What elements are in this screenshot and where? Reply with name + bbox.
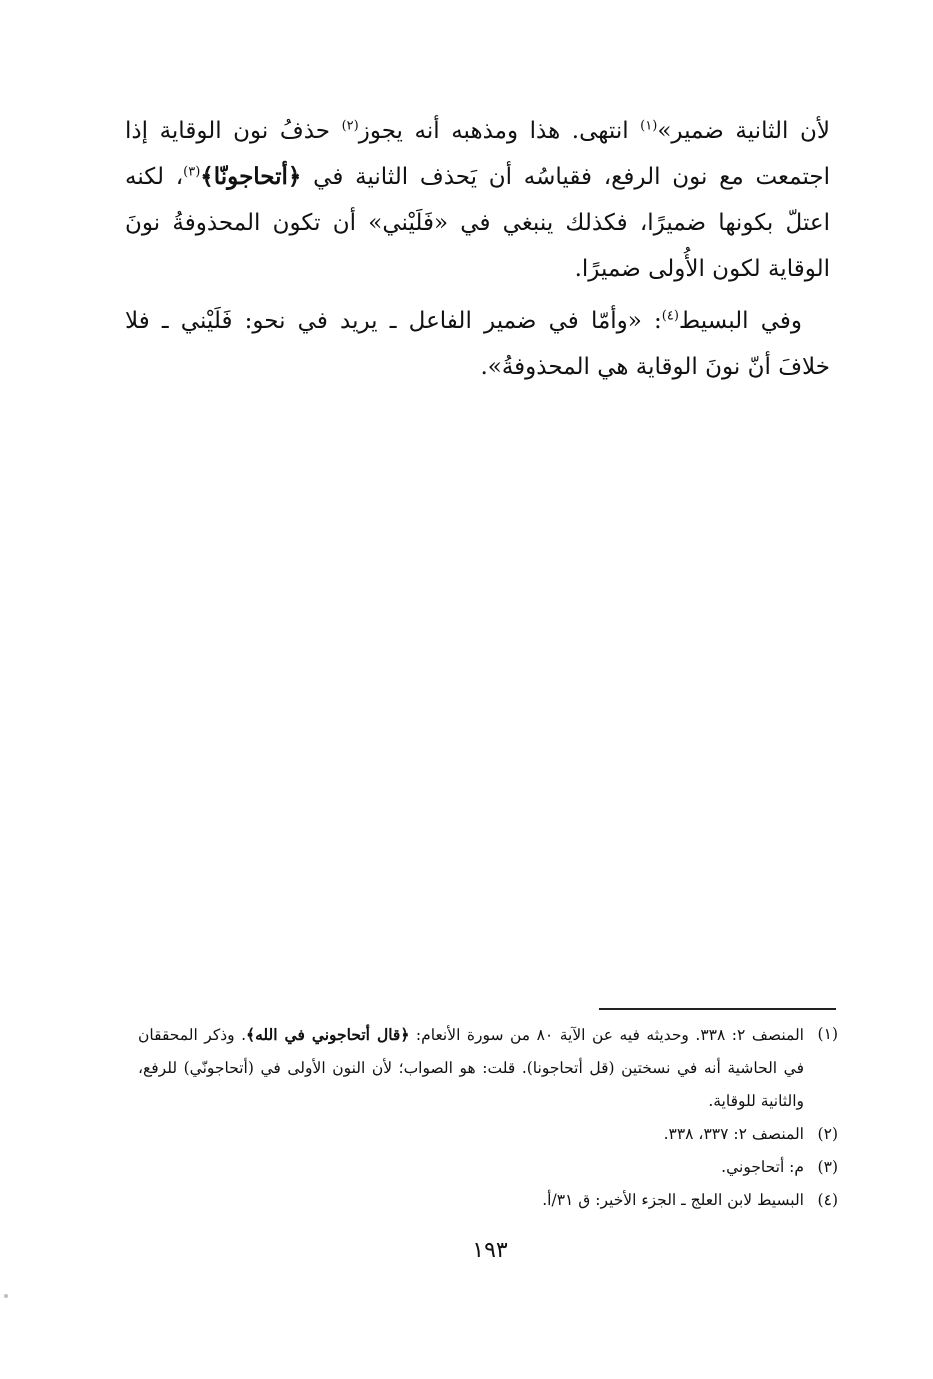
footnote-ref-4: (٤) [661, 308, 679, 324]
paragraph-1-segment-3: حذفُ نون الوقاية إذا اجتمعت مع نون الرفع، فقياسُه أن يَحذف الثانية في [125, 118, 830, 190]
footnote-separator [599, 1008, 836, 1010]
footnote-text [138, 1018, 804, 1118]
paragraph-1-segment-2: انتهى. هذا ومذهبه أنه يجوز [358, 118, 641, 144]
footnote-text: المنصف ٢: ٣٣٧، ٣٣٨. [663, 1125, 804, 1143]
footnote-1-text-a: المنصف ٢: ٣٣٨. وحديثه فيه عن الآية ٨٠ من سورة الأنعام: [409, 1026, 804, 1044]
footnote-1-text-b: . وذكر المحققان في الحاشية أنه في نسختين (قل أتحاجونا). قلت: هو الصواب؛ لأن النون الأولى في (أتحاجونّي) للرفع، والثانية للوقاية. [138, 1026, 804, 1110]
paragraph-2 [125, 298, 830, 390]
paragraph-1-segment-1: لأن الثانية ضمير» [657, 118, 830, 144]
paragraph-2-segment-1: وفي البسيط [678, 308, 802, 334]
footnote-2 [138, 1118, 838, 1151]
paragraph-2-segment-2: : «وأمّا في ضمير الفاعل ـ يريد في نحو: فَلَيْني ـ فلا خلافَ أنّ نونَ الوقاية هي المحذوفةُ». [125, 308, 830, 380]
paragraph-1-segment-4: ، لكنه اعتلّ بكونها ضميرًا، فكذلك ينبغي في «فَلَيْني» أن تكون المحذوفةُ نونَ الوقاية لكون الأُولى ضميرًا. [125, 164, 830, 282]
footnote-text: البسيط لابن العلج ـ الجزء الأخير: ق ٣١/أ. [542, 1191, 804, 1209]
scan-speck [4, 1294, 8, 1298]
main-text-body [125, 108, 830, 390]
footnote-number: (٢) [817, 1125, 838, 1143]
footnote-1-quran: ﴿قال أتحاجوني في الله﴾ [246, 1025, 410, 1044]
footnote-text: م: أتحاجوني. [721, 1158, 804, 1176]
footnote-4 [138, 1184, 838, 1217]
footnote-number: (٤) [817, 1191, 838, 1209]
footnote-number: (٣) [817, 1158, 838, 1176]
paragraph-1 [125, 108, 830, 292]
page-number: ١٩٣ [472, 1238, 508, 1263]
footnote-number: (١) [817, 1025, 838, 1043]
footnote-ref-1: (١) [640, 118, 658, 134]
footnote-1 [138, 1018, 838, 1118]
footnote-ref-2: (٢) [341, 118, 359, 134]
footnote-ref-3: (٣) [183, 164, 201, 180]
footnote-3 [138, 1151, 838, 1184]
footnotes-section [138, 1018, 838, 1217]
quran-phrase: ﴿أتحاجونّا﴾ [200, 163, 302, 190]
